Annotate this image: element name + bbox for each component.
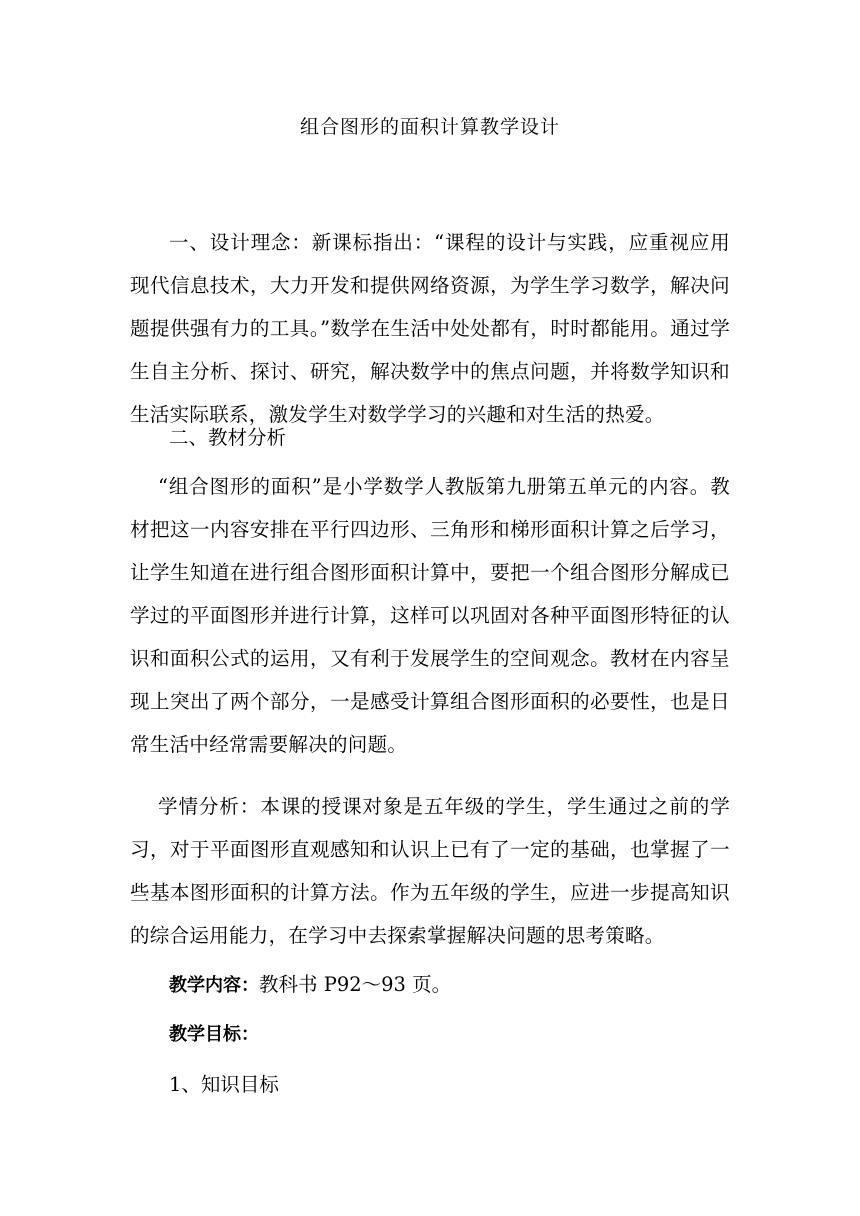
teaching-content-line: [169, 963, 451, 1007]
teaching-goals-heading: 教学目标：: [169, 1024, 259, 1045]
document-title: 组合图形的面积计算教学设计: [299, 116, 560, 138]
teaching-content-value: 教科书 P92～93 页。: [259, 973, 452, 996]
textbook-analysis-paragraph: “组合图形的面积”是小学数学人教版第九册第五单元的内容。教材把这一内容安排在平行四边形、三角形和梯形面积计算之后学习，让学生知道在进行组合图形面积计算中，要把一个组合图形分解成已学过的平面图形并进行计算，这样可以巩固对各种平面图形特征的认识和面积公式的运用，又有利于发展学生的空间观念。教材在内容呈现上突出了两个部分，一是感受计算组合图形面积的必要性，也是日常生活中经常需要解决的问题。: [130, 475, 730, 756]
knowledge-goal-item: 1、知识目标: [169, 1073, 279, 1096]
teaching-content-label: 教学内容：: [169, 975, 259, 996]
design-concept-paragraph: 一、设计理念：新课标指出：“课程的设计与实践，应重视应用现代信息技术，大力开发和提供网络资源，为学生学习数学，解决问题提供强有力的工具。”数学在生活中处处都有，时时都能用。通过学生自主分析、探讨、研究，解决数学中的焦点问题，并将数学知识和生活实际联系，激发学生对数学学习的兴趣和对生活的热爱。: [130, 231, 730, 426]
textbook-analysis-heading: 二、教材分析: [169, 426, 287, 449]
student-analysis-paragraph: 学情分析：本课的授课对象是五年级的学生，学生通过之前的学习，对于平面图形直观感知和认识上已有了一定的基础，也掌握了一些基本图形面积的计算方法。作为五年级的学生，应进一步提高知识的综合运用能力，在学习中去探索掌握解决问题的思考策略。: [130, 795, 730, 947]
